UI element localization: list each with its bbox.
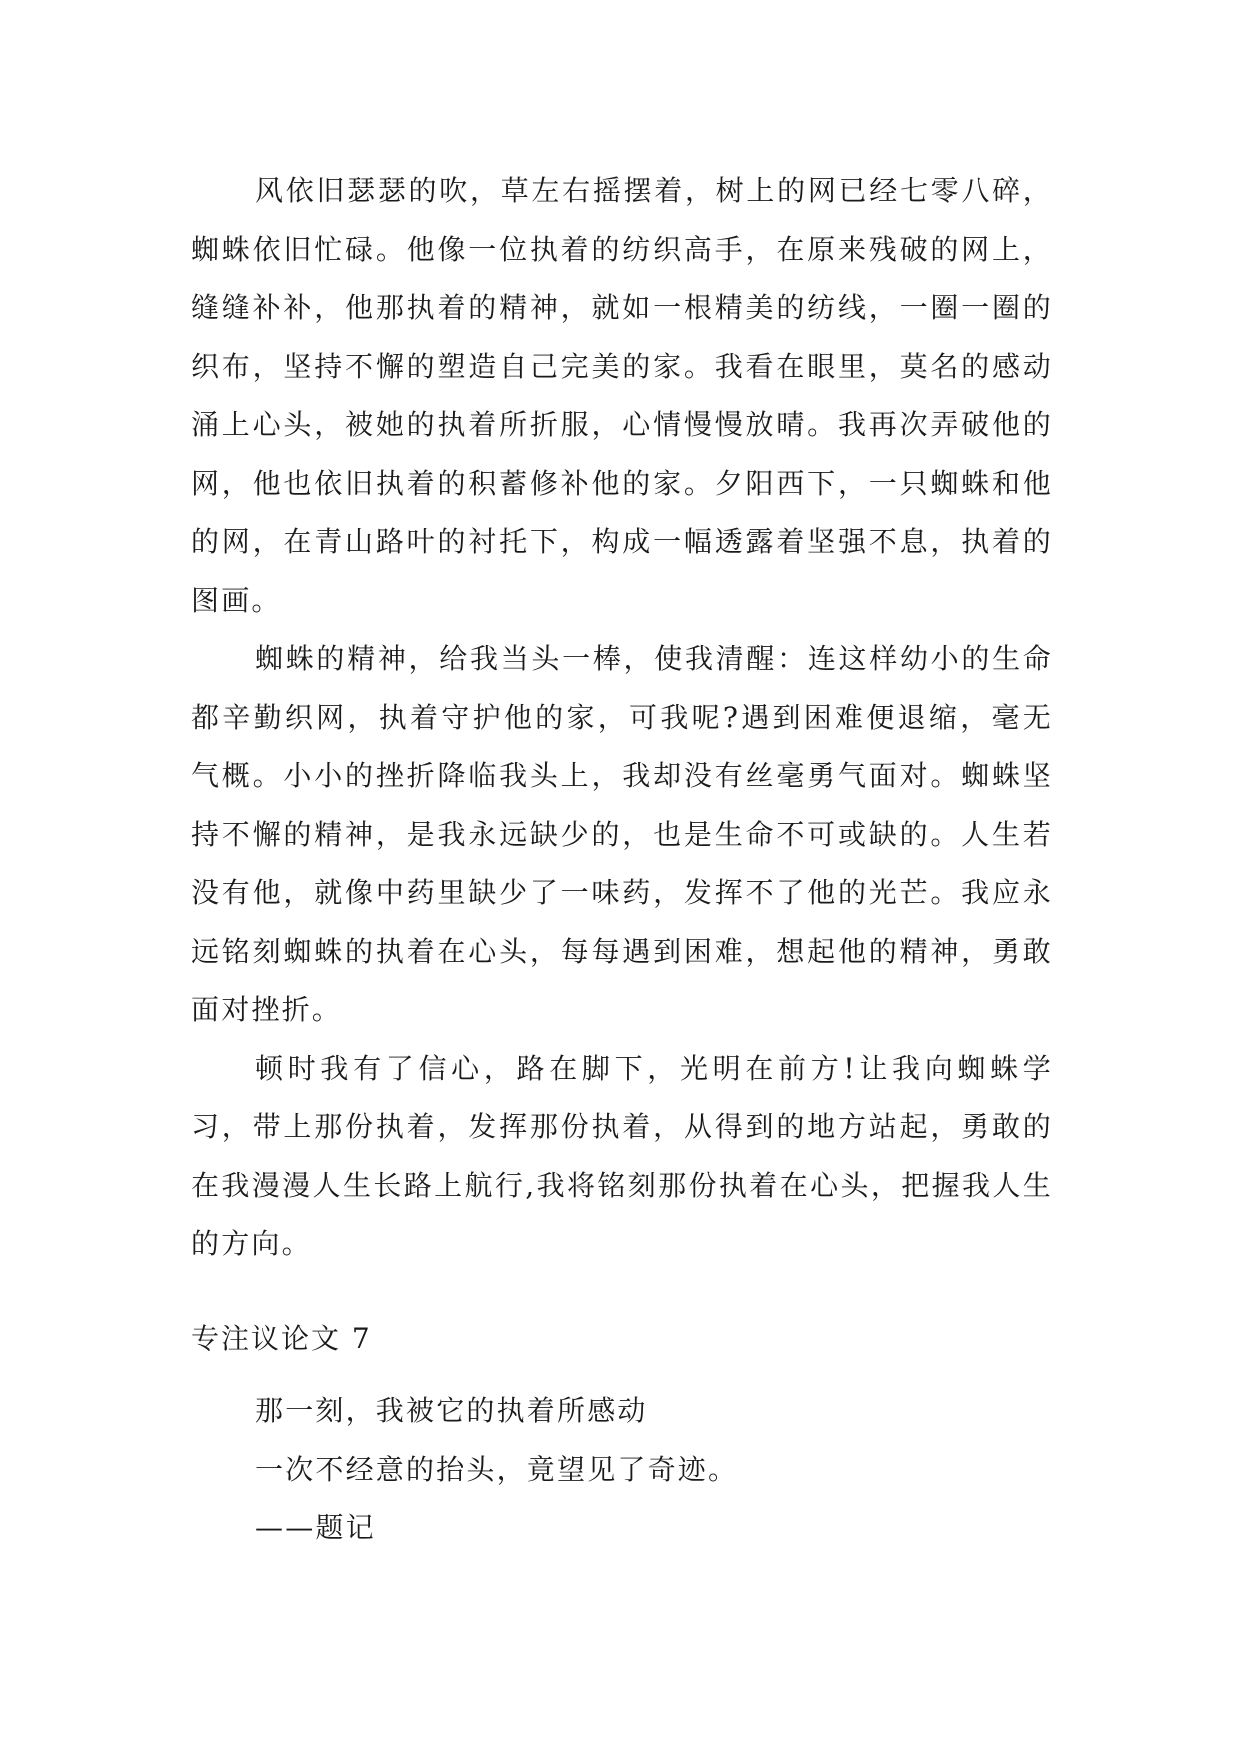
paragraph-gaining-confidence: 顿时我有了信心，路在脚下，光明在前方!让我向蜘蛛学习，带上那份执着，发挥那份执着，从得到的地方站起，勇敢的在我漫漫人生长路上航行,我将铭刻那份执着在心头，把握我人生的方向。 [191,1051,1053,1260]
essay-intro [255,1382,738,1558]
intro-line-miracle: 一次不经意的抬头，竟望见了奇迹。 [255,1452,739,1486]
paragraph-spider-mending-web: 风依旧瑟瑟的吹，草左右摇摆着，树上的网已经七零八碎，蜘蛛依旧忙碌。他像一位执着的纺织高手，在原来残破的网上，缝缝补补，他那执着的精神，就如一根精美的纺线，一圈一圈的织布，坚持不懈的塑造自己完美的家。我看在眼里，莫名的感动涌上心头，被她的执着所折服，心情慢慢放晴。我再次弄破他的网，他也依旧执着的积蓄修补他的家。夕阳西下，一只蜘蛛和他的网，在青山路叶的衬托下，构成一幅透露着坚强不息，执着的图画。 [191,174,1053,617]
paragraph-spider-spirit: 蜘蛛的精神，给我当头一棒，使我清醒：连这样幼小的生命都辛勤织网，执着守护他的家，可我呢?遇到困难便退缩，毫无气概。小小的挫折降临我头上，我却没有丝毫勇气面对。蜘蛛坚持不懈的精神，是我永远缺少的，也是生命不可或缺的。人生若没有他，就像中药里缺少了一味药，发挥不了他的光芒。我应永远铭刻蜘蛛的执着在心头，每每遇到困难，想起他的精神，勇敢面对挫折。 [191,642,1053,1026]
section-heading: 专注议论文 7 [191,1322,372,1355]
essay-body [191,162,1053,1274]
intro-line-title: 那一刻，我被它的执着所感动 [255,1394,648,1427]
intro-line-epigraph: ——题记 [255,1511,376,1544]
